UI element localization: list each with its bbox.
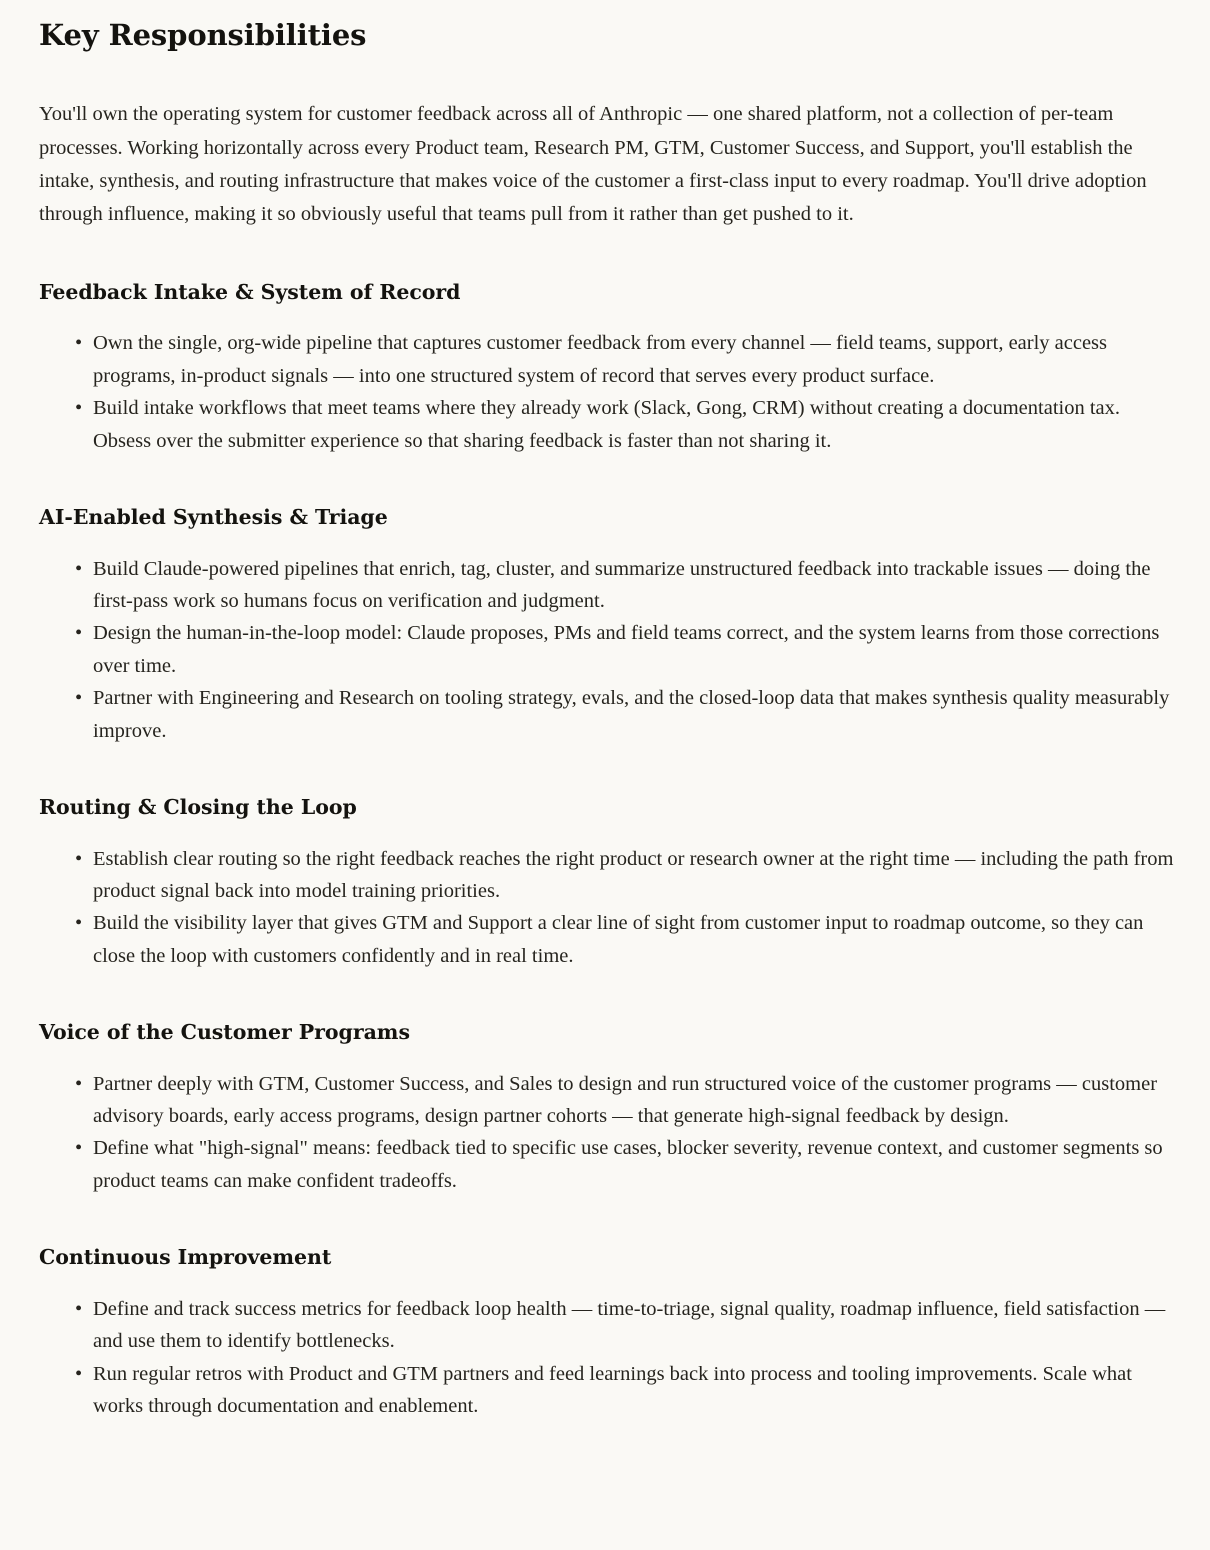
- list-item: • Partner with Engineering and Research on tooling strategy, evals, and the closed-loop data that makes synthesis quality measurably improve.: [39, 682, 1174, 747]
- section-heading: Feedback Intake & System of Record: [39, 279, 461, 304]
- list-item: • Design the human-in-the-loop model: Claude proposes, PMs and field teams correct, and the system learns from those corrections over time.: [39, 617, 1174, 682]
- responsibility-list: [39, 843, 1174, 973]
- responsibility-list: [39, 1068, 1174, 1198]
- section-continuous-improvement: [39, 1244, 1174, 1422]
- intro-paragraph: You'll own the operating system for customer feedback across all of Anthropic — one shared platform, not a collection of per-team processes. Working horizontally across every Product team, Research PM, GTM, Customer Success, and Support, you'll establish the intake, synthesis, and routing infrastructure that makes voice of the customer a first-class input to every roadmap. You'll drive adoption through influence, making it so obviously useful that teams pull from it rather than get pushed to it.: [39, 103, 1147, 226]
- list-item: • Build Claude-powered pipelines that enrich, tag, cluster, and summarize unstructured feedback into trackable issues — doing the first-pass work so humans focus on verification and judgment.: [39, 553, 1174, 618]
- section-ai-synthesis-triage: [39, 504, 1174, 747]
- responsibility-list: [39, 1293, 1174, 1423]
- list-item: • Define and track success metrics for feedback loop health — time-to-triage, signal quality, roadmap influence, field satisfaction — and use them to identify bottlenecks.: [39, 1293, 1174, 1358]
- section-voice-of-customer: [39, 1019, 1174, 1197]
- list-item: • Build the visibility layer that gives GTM and Support a clear line of sight from customer input to roadmap outcome, so they can close the loop with customers confidently and in real time.: [39, 907, 1174, 972]
- list-item: • Own the single, org-wide pipeline that captures customer feedback from every channel — field teams, support, early access programs, in-product signals — into one structured system of record that serves every product surface.: [39, 327, 1174, 392]
- section-heading: Voice of the Customer Programs: [39, 1020, 410, 1045]
- list-item: • Partner deeply with GTM, Customer Success, and Sales to design and run structured voice of the customer programs — customer advisory boards, early access programs, design partner cohorts — that generate high-signal feedback by design.: [39, 1068, 1174, 1133]
- page-title: Key Responsibilities: [39, 18, 367, 52]
- section-heading: AI-Enabled Synthesis & Triage: [39, 504, 388, 529]
- list-item: • Establish clear routing so the right feedback reaches the right product or research owner at the right time — including the path from product signal back into model training priorities.: [39, 843, 1174, 908]
- list-item: • Define what "high-signal" means: feedback tied to specific use cases, blocker severity, revenue context, and customer segments so product teams can make confident tradeoffs.: [39, 1132, 1174, 1197]
- list-item: • Build intake workflows that meet teams where they already work (Slack, Gong, CRM) without creating a documentation tax. Obsess over the submitter experience so that sharing feedback is faster than not sharing it.: [39, 392, 1174, 457]
- section-routing-closing-loop: [39, 794, 1174, 972]
- responsibility-list: [39, 327, 1174, 457]
- responsibility-list: [39, 553, 1174, 747]
- section-heading: Routing & Closing the Loop: [39, 794, 357, 819]
- section-heading: Continuous Improvement: [39, 1245, 332, 1270]
- section-feedback-intake: [39, 279, 1174, 457]
- list-item: • Run regular retros with Product and GTM partners and feed learnings back into process and tooling improvements. Scale what works through documentation and enablement.: [39, 1358, 1174, 1423]
